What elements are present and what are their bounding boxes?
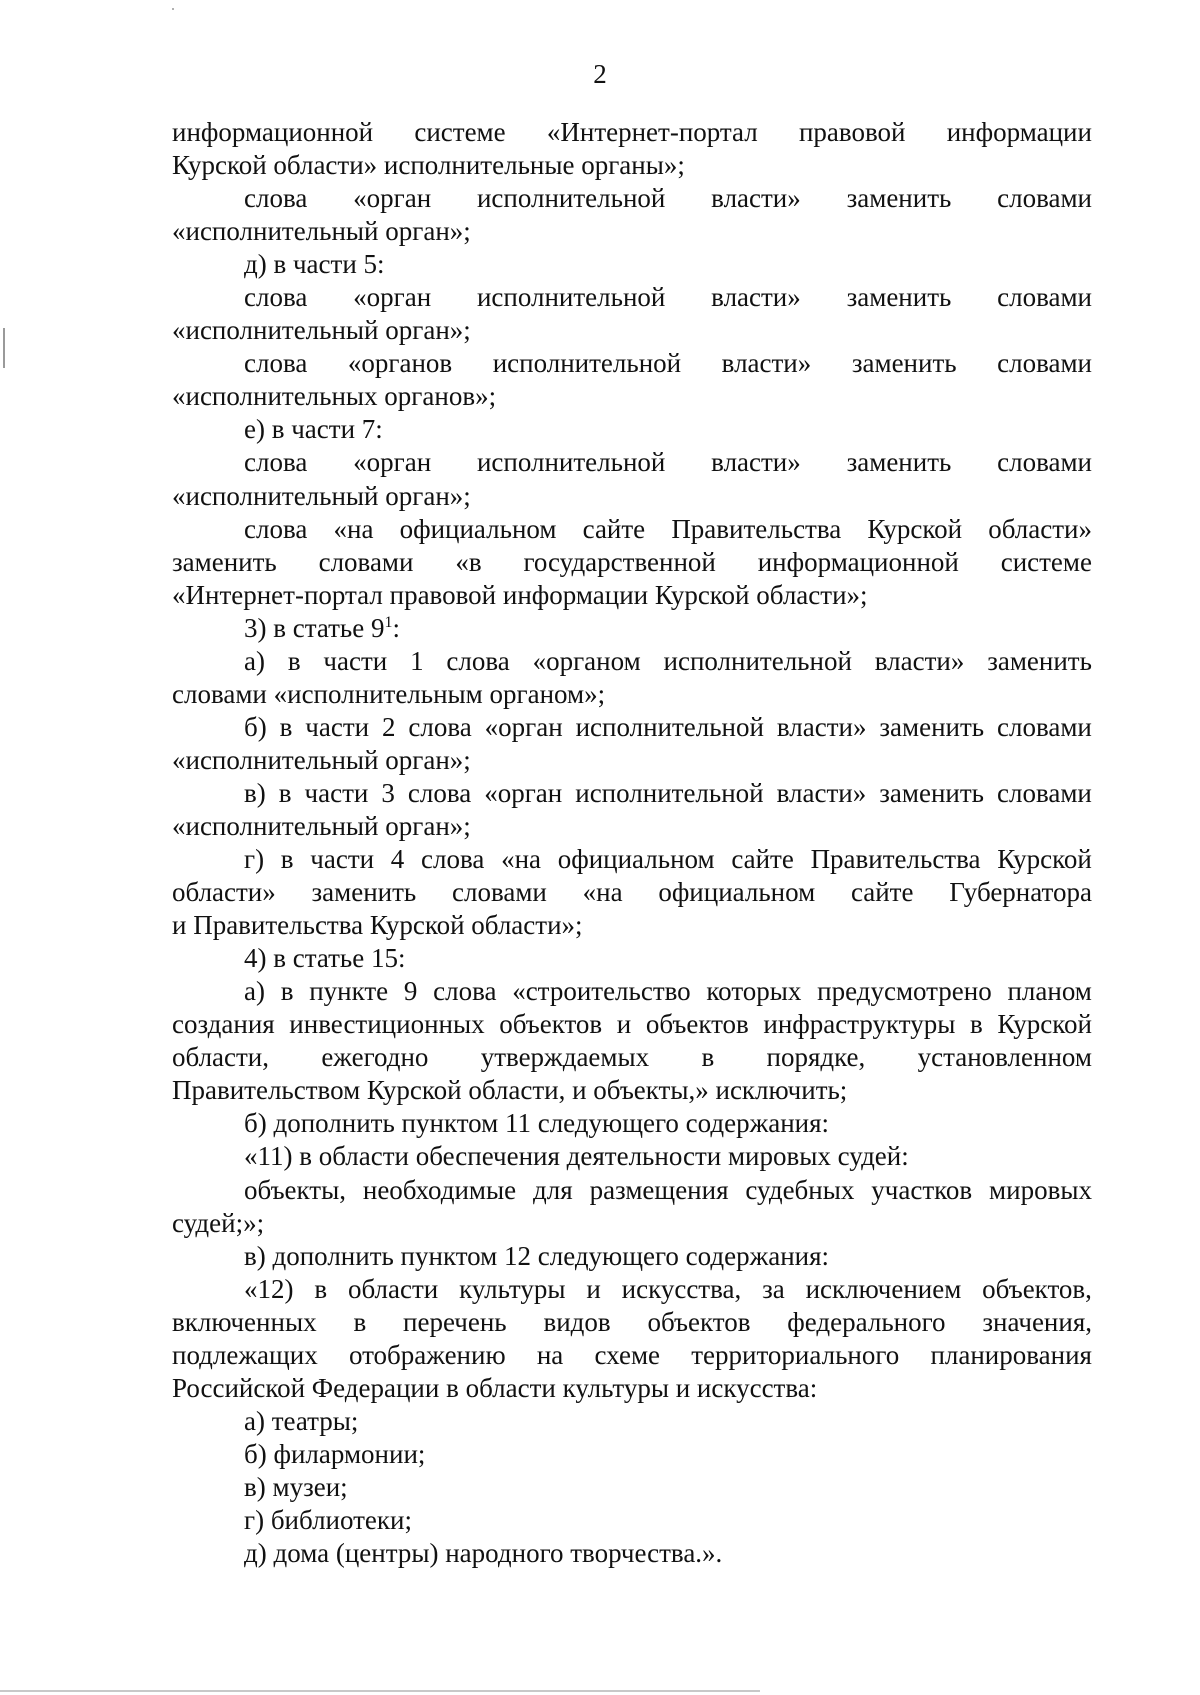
word: «орган <box>353 282 432 313</box>
word: «органов <box>347 348 453 379</box>
text-line <box>172 182 1092 215</box>
word: «на <box>501 844 541 875</box>
word: правовой <box>798 117 906 147</box>
word: объектов <box>647 1306 751 1337</box>
word: Правительства <box>810 844 981 875</box>
word: заменить <box>879 711 985 742</box>
word: территориального <box>691 1339 900 1370</box>
text-line: а) театры; <box>244 1405 359 1436</box>
text-line: 4) в статье 15: <box>244 943 406 974</box>
word: в <box>314 1273 328 1304</box>
text-line: Курской области» исполнительные органы»; <box>172 150 685 181</box>
text-line <box>172 612 1092 645</box>
word: а) <box>244 976 265 1007</box>
word: в <box>278 777 292 808</box>
word: порядке, <box>766 1042 866 1073</box>
text-line <box>172 546 1092 579</box>
word: слова <box>244 447 308 478</box>
word: исполнительной <box>492 348 682 379</box>
word: за <box>762 1273 785 1304</box>
word: федерального <box>787 1306 946 1337</box>
word: на <box>536 1339 564 1370</box>
text-line: «Интернет-портал правовой информации Курской области»; <box>172 579 868 610</box>
word: словами <box>997 447 1092 478</box>
text-line: «исполнительный орган»; <box>172 216 471 247</box>
word: заменить <box>851 348 957 379</box>
word: и <box>616 1009 632 1040</box>
text-line <box>172 1174 1092 1207</box>
word: власти» <box>721 348 812 379</box>
word: объектов <box>645 1009 749 1040</box>
word: словами <box>997 711 1092 742</box>
text-line <box>172 1339 1092 1372</box>
word: исполнительной <box>663 645 852 676</box>
word: подлежащих <box>172 1339 318 1370</box>
text-line: г) библиотеки; <box>244 1504 412 1535</box>
word: исключением <box>805 1273 962 1304</box>
word: создания <box>172 1009 275 1040</box>
word: пункте <box>309 976 389 1007</box>
text-line: «исполнительный орган»; <box>172 810 471 841</box>
word: Правительства <box>671 513 842 544</box>
word: «орган <box>353 447 432 478</box>
word: официальном <box>658 877 816 908</box>
word: для <box>533 1174 573 1205</box>
text-line <box>172 1273 1092 1306</box>
word: в <box>287 645 301 676</box>
word: части <box>323 645 388 676</box>
text-line <box>172 1008 1092 1041</box>
text-line <box>172 975 1092 1008</box>
word: объектов, <box>982 1273 1092 1304</box>
text-line: е) в части 7: <box>244 414 383 445</box>
word: области» <box>172 877 276 908</box>
scan-artifact-bottom-line <box>0 1690 760 1692</box>
word: 9 <box>403 976 418 1007</box>
word: в <box>280 976 294 1007</box>
text-line: судей;»; <box>172 1207 265 1238</box>
word: объекты, <box>244 1174 346 1205</box>
word: части <box>305 711 370 742</box>
word: словами <box>318 546 414 577</box>
word: заменить <box>846 183 952 214</box>
text-line <box>172 116 1092 149</box>
word: перечень <box>403 1306 507 1337</box>
word: официальном <box>557 844 715 875</box>
text-line: в) музеи; <box>244 1471 348 1502</box>
word: установленном <box>917 1042 1092 1073</box>
word: б) <box>244 711 267 742</box>
word: слова <box>408 711 472 742</box>
text-line <box>172 281 1092 314</box>
word: области, <box>172 1042 270 1073</box>
word: 2 <box>382 711 396 742</box>
text-line <box>172 446 1092 479</box>
word: части <box>304 777 369 808</box>
word: значения, <box>982 1306 1092 1337</box>
word: размещения <box>589 1174 729 1205</box>
word: участков <box>871 1174 973 1205</box>
text-line: д) в части 5: <box>244 249 385 280</box>
text-line: Правительством Курской области, и объекты,» исключить; <box>172 1075 848 1106</box>
word: искусства, <box>621 1273 742 1304</box>
text-line <box>172 1306 1092 1339</box>
word: утверждаемых <box>480 1042 650 1073</box>
word: словами <box>997 777 1092 808</box>
text-line: «исполнительный орган»; <box>172 315 471 346</box>
text-line: д) дома (центры) народного творчества.». <box>244 1538 723 1569</box>
word: заменить <box>311 877 417 908</box>
word: власти» <box>711 282 801 313</box>
word: «в <box>455 546 482 577</box>
word: слова <box>244 513 308 544</box>
word: «орган <box>353 183 432 214</box>
text-line <box>172 711 1092 744</box>
word: «строительство <box>512 976 691 1007</box>
word: «12) <box>244 1273 294 1304</box>
word: государственной <box>523 546 716 577</box>
word: слова <box>433 976 497 1007</box>
word: слова <box>407 777 472 808</box>
word: власти» <box>776 711 867 742</box>
word: власти» <box>776 777 867 808</box>
text-line: «11) в области обеспечения деятельности мировых судей: <box>244 1141 909 1172</box>
word: заменить <box>172 546 277 577</box>
word: заменить <box>879 777 984 808</box>
text-line-main: 3) в статье 9 <box>244 612 385 643</box>
word: «орган <box>484 711 563 742</box>
word: которых <box>706 976 802 1007</box>
word: Курской <box>997 1009 1092 1040</box>
text-line: б) дополнить пунктом 11 следующего содержания: <box>244 1108 830 1139</box>
word: и <box>586 1273 601 1304</box>
word: 3 <box>381 777 395 808</box>
text-line: и Правительства Курской области»; <box>172 910 583 941</box>
word: части <box>310 844 375 875</box>
superscript: 1 <box>384 613 393 631</box>
word: власти» <box>711 183 801 214</box>
word: предусмотрено <box>817 976 992 1007</box>
word: инвестиционных <box>289 1009 485 1040</box>
word: слова <box>446 645 510 676</box>
word: Курской <box>997 844 1092 875</box>
word: планирования <box>930 1339 1092 1370</box>
text-line <box>172 347 1092 380</box>
word: сайте <box>731 844 794 875</box>
word: отображению <box>348 1339 506 1370</box>
word: «Интернет-портал <box>546 117 758 147</box>
word: «органом <box>532 645 641 676</box>
word: культуры <box>459 1273 566 1304</box>
text-line <box>172 1041 1092 1074</box>
word: в <box>701 1042 715 1073</box>
word: официальном <box>399 513 557 544</box>
text-line: словами «исполнительным органом»; <box>172 678 606 709</box>
word: исполнительной <box>575 777 764 808</box>
word: сайте <box>582 513 646 544</box>
word: «на <box>582 877 623 908</box>
word: инфраструктуры <box>763 1009 956 1040</box>
word: исполнительной <box>476 183 666 214</box>
word: слова <box>244 183 308 214</box>
word: необходимые <box>362 1174 517 1205</box>
word: в <box>280 844 294 875</box>
word: словами <box>997 348 1092 379</box>
text-line: «исполнительный орган»; <box>172 480 471 511</box>
text-line <box>172 777 1092 810</box>
text-line-tail: : <box>392 612 400 643</box>
text-line: «исполнительных органов»; <box>172 381 497 412</box>
word: в) <box>244 777 266 808</box>
word: объектов <box>499 1009 603 1040</box>
text-line: «исполнительный орган»; <box>172 744 471 775</box>
word: «на <box>333 513 374 544</box>
page-number: 2 <box>593 59 607 89</box>
word: в <box>353 1306 367 1337</box>
text-line: Российской Федерации в области культуры и искусства: <box>172 1372 818 1403</box>
document-body <box>172 116 1092 1570</box>
word: мировых <box>989 1174 1092 1205</box>
word: заменить <box>846 282 952 313</box>
text-line: в) дополнить пунктом 12 следующего содержания: <box>244 1240 830 1271</box>
text-line <box>172 513 1092 546</box>
word: схеме <box>594 1339 661 1370</box>
word: сайте <box>850 877 914 908</box>
word: информационной <box>757 546 959 577</box>
word: системе <box>414 117 506 147</box>
word: в <box>969 1009 983 1040</box>
word: исполнительной <box>476 447 666 478</box>
word: видов <box>543 1306 611 1337</box>
text-line <box>172 876 1092 909</box>
scan-artifact-dot <box>172 8 174 10</box>
word: Губернатора <box>949 877 1092 908</box>
word: планом <box>1007 976 1092 1007</box>
word: исполнительной <box>575 711 764 742</box>
word: слова <box>421 844 485 875</box>
word: судебных <box>745 1174 855 1205</box>
text-line: б) филармонии; <box>244 1438 426 1469</box>
word: области» <box>988 513 1092 544</box>
word: заменить <box>846 447 952 478</box>
word: словами <box>997 282 1092 313</box>
word: 1 <box>410 645 424 676</box>
word: слова <box>244 282 308 313</box>
word: информационной <box>172 117 374 147</box>
word: информации <box>946 117 1092 147</box>
word: словами <box>452 877 547 908</box>
text-line <box>172 645 1092 678</box>
word: области <box>347 1273 439 1304</box>
scan-artifact-left-mark <box>3 328 5 368</box>
word: ежегодно <box>321 1042 429 1073</box>
word: а) <box>244 645 265 676</box>
word: заменить <box>987 645 1092 676</box>
text-line <box>172 843 1092 876</box>
word: 4 <box>390 844 405 875</box>
word: включенных <box>172 1306 317 1337</box>
word: власти» <box>711 447 801 478</box>
word: исполнительной <box>476 282 666 313</box>
word: системе <box>1000 546 1092 577</box>
word: г) <box>244 844 265 875</box>
word: власти» <box>874 645 965 676</box>
word: словами <box>997 183 1092 214</box>
word: Курской <box>867 513 963 544</box>
word: «орган <box>484 777 563 808</box>
word: слова <box>244 348 308 379</box>
word: в <box>279 711 293 742</box>
